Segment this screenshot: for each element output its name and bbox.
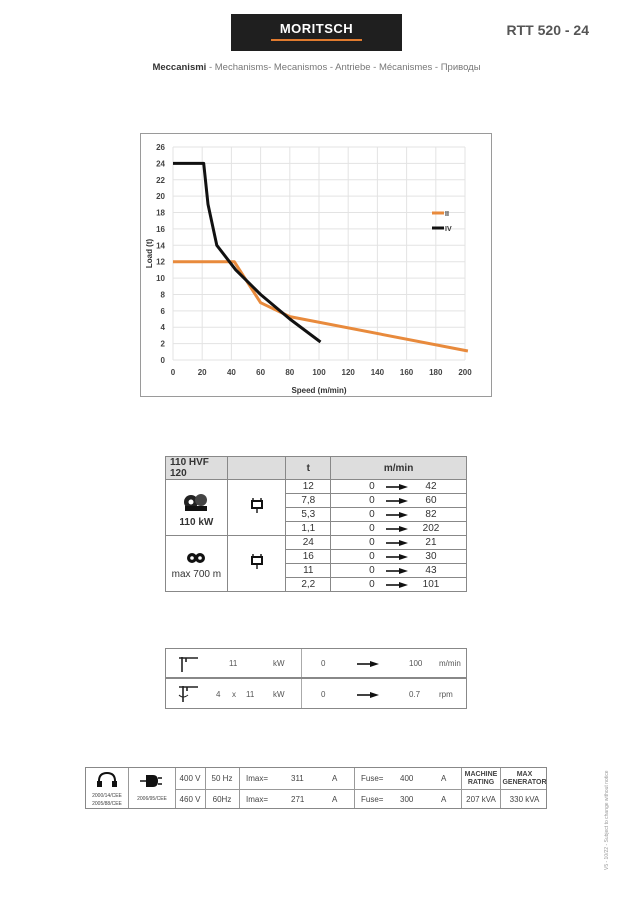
arrow-icon [386, 512, 408, 518]
voltage-1: 400 V [179, 774, 201, 783]
y-tick-label: 8 [160, 290, 165, 300]
imax-unit-1: A [332, 774, 338, 783]
x-tick-label: 0 [170, 368, 176, 377]
table-row [166, 536, 467, 550]
speed-range-cell [331, 494, 467, 508]
speed-to: 60 [425, 495, 437, 506]
arrow-icon [386, 540, 408, 546]
fuse-unit-1: A [441, 774, 447, 783]
model-title: RTT 520 - 24 [506, 22, 589, 38]
y-tick-label: 20 [156, 192, 165, 202]
arrow-icon [386, 582, 408, 588]
arrow-icon [386, 484, 408, 490]
imax-unit-2: A [332, 795, 338, 804]
speed-to: 43 [425, 565, 437, 576]
speed-range-cell [331, 536, 467, 550]
speed-range-cell [331, 578, 467, 592]
group-1-cell [166, 480, 228, 536]
arrow-icon [386, 526, 408, 532]
electrical-directive: 2006/95/CEE [137, 796, 167, 802]
slewing-speed-unit: rpm [439, 690, 453, 699]
arrow-icon [357, 692, 379, 698]
y-axis-label: Load (t) [145, 238, 154, 269]
y-tick-label: 22 [156, 175, 165, 185]
speed-to: 82 [425, 509, 437, 520]
y-tick-label: 14 [156, 241, 165, 251]
x-tick-label: 140 [370, 368, 385, 377]
revision-note-text: V5 - 10/22 - Subject to change without notice [604, 770, 610, 870]
voltage-2: 460 V [179, 795, 201, 804]
slewing-speed-to: 0.7 [409, 690, 421, 699]
speed-range-cell [331, 550, 467, 564]
load-value: 2,2 [286, 578, 331, 592]
subtitle-translations: - Mechanisms- Mecanismos - Antriebe - Mécanismes - Приводы [206, 62, 481, 73]
x-tick-label: 40 [226, 368, 236, 377]
hook-block-icon [250, 554, 264, 570]
table-header-model: 110 HVF 120 [166, 457, 228, 480]
machine-rating-header: MACHINE RATING [464, 770, 498, 786]
hoist-speed-table [165, 456, 467, 592]
speed-from: 0 [369, 565, 375, 576]
slewing-power-unit: kW [273, 690, 285, 699]
load-value: 5,3 [286, 508, 331, 522]
x-tick-label: 80 [285, 368, 295, 377]
x-tick-label: 100 [312, 368, 326, 377]
table-header-blank [227, 457, 286, 480]
speed-to: 30 [425, 551, 437, 562]
y-tick-label: 0 [160, 356, 165, 365]
speed-to: 202 [422, 523, 440, 534]
imax-value-1: 311 [291, 774, 304, 783]
hoist-motor-icon [181, 490, 211, 514]
y-tick-label: 26 [156, 143, 165, 152]
table-header-load: t [286, 457, 331, 480]
frequency-2: 60Hz [212, 795, 232, 804]
speed-range-cell [331, 522, 467, 536]
trolley-speed-from: 0 [321, 659, 326, 668]
headphones-icon [96, 771, 118, 788]
imax-label-1: Imax= [246, 774, 269, 783]
table-header-speed: m/min [331, 457, 467, 480]
rope-drum-icon [186, 551, 206, 565]
speed-to: 42 [425, 481, 437, 492]
fuse-value-1: 400 [400, 774, 414, 783]
electrical-specs [85, 767, 547, 809]
revision-note [604, 760, 616, 870]
imax-label-2: Imax= [246, 795, 269, 804]
section-subtitle [0, 62, 633, 73]
trolley-speed-to: 100 [409, 659, 423, 668]
legend-label-II: II [445, 211, 449, 218]
load-value: 12 [286, 480, 331, 494]
x-tick-label: 20 [197, 368, 207, 377]
fuse-label-1: Fuse= [361, 774, 384, 783]
speed-from: 0 [369, 481, 375, 492]
speed-from: 0 [369, 523, 375, 534]
y-tick-label: 18 [156, 208, 165, 218]
load-speed-chart [140, 133, 492, 397]
group-1-label: 110 kW [179, 517, 214, 528]
group-2-cell [166, 536, 228, 592]
trolley-power-unit: kW [273, 659, 285, 668]
power-plug-icon [140, 772, 162, 788]
arrow-icon [386, 568, 408, 574]
speed-range-cell [331, 480, 467, 494]
speed-range-cell [331, 564, 467, 578]
max-generator-value: 330 kVA [509, 795, 540, 804]
slewing-times: x [232, 690, 236, 699]
load-value: 16 [286, 550, 331, 564]
slewing-mechanism-row [165, 678, 467, 709]
slewing-motor-count: 4 [216, 690, 221, 699]
speed-to: 21 [425, 537, 437, 548]
hook-block-icon [250, 498, 264, 514]
logo-underline [271, 39, 362, 41]
trolley-mechanism-row [165, 648, 467, 678]
speed-range-cell [331, 508, 467, 522]
max-generator-header: MAX GENERATOR [502, 770, 547, 786]
y-tick-label: 24 [156, 159, 165, 169]
y-tick-label: 16 [156, 224, 165, 234]
legend-label-IV: IV [445, 226, 452, 233]
noise-directive-1: 2000/14/CEE [92, 793, 122, 799]
fuse-value-2: 300 [400, 795, 414, 804]
fuse-label-2: Fuse= [361, 795, 384, 804]
table-row [166, 480, 467, 494]
subtitle-main: Meccanismi [152, 62, 207, 73]
load-value: 7,8 [286, 494, 331, 508]
fuse-unit-2: A [441, 795, 447, 804]
load-value: 24 [286, 536, 331, 550]
slewing-icon [178, 684, 200, 704]
arrow-icon [357, 661, 379, 667]
y-tick-label: 4 [160, 323, 165, 333]
noise-directive-2: 2005/88/CEE [92, 801, 122, 807]
reeving-cell [227, 480, 286, 536]
brand-logo [231, 14, 402, 51]
imax-value-2: 271 [291, 795, 305, 804]
y-tick-label: 6 [160, 306, 165, 316]
x-tick-label: 60 [256, 368, 266, 377]
speed-from: 0 [369, 551, 375, 562]
speed-from: 0 [369, 537, 375, 548]
x-tick-label: 180 [429, 368, 443, 377]
arrow-icon [386, 554, 408, 560]
group-2-label: max 700 m [171, 569, 222, 580]
slewing-speed-from: 0 [321, 690, 326, 699]
y-tick-label: 10 [156, 274, 165, 284]
x-tick-label: 200 [458, 368, 472, 377]
speed-from: 0 [369, 495, 375, 506]
speed-from: 0 [369, 579, 375, 590]
frequency-1: 50 Hz [211, 774, 233, 783]
speed-to: 101 [422, 579, 440, 590]
trolley-speed-unit: m/min [439, 659, 461, 668]
trolley-power: 11 [229, 659, 238, 668]
machine-rating-value: 207 kVA [466, 795, 496, 804]
load-value: 11 [286, 564, 331, 578]
brand-name: MORITSCH [279, 21, 354, 36]
trolley-icon [178, 655, 200, 673]
arrow-icon [386, 498, 408, 504]
y-tick-label: 12 [156, 257, 165, 267]
slewing-power: 11 [246, 690, 255, 699]
x-tick-label: 160 [399, 368, 414, 377]
load-value: 1,1 [286, 522, 331, 536]
y-tick-label: 2 [160, 339, 165, 349]
x-tick-label: 120 [341, 368, 355, 377]
reeving-cell [227, 536, 286, 592]
x-axis-label: Speed (m/min) [291, 386, 347, 395]
speed-from: 0 [369, 509, 375, 520]
